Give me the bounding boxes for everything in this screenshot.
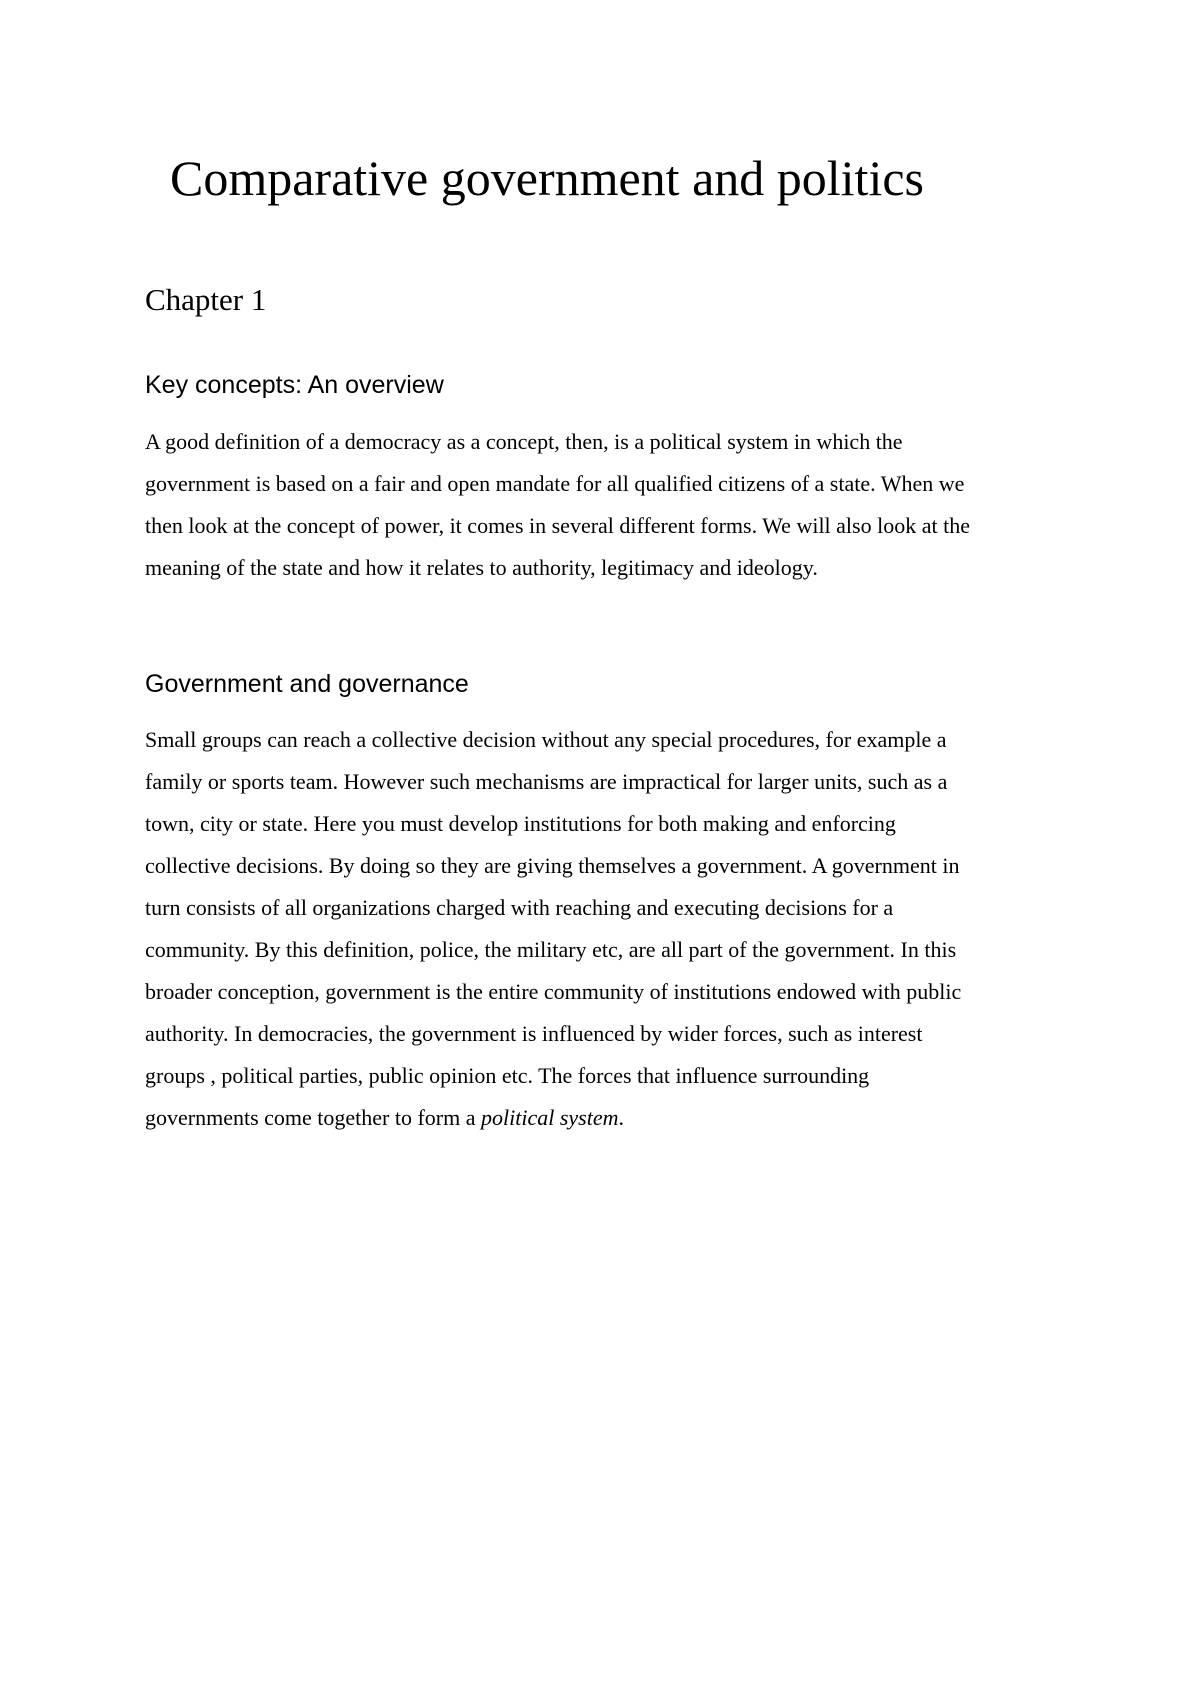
paragraph-line: turn consists of all organizations charged with reaching and executing decisions for a (145, 895, 894, 920)
paragraph-text: . (618, 1105, 624, 1130)
paragraph-line: government is based on a fair and open mandate for all qualified citizens of a state. When we (145, 471, 965, 496)
paragraph-text: governments come together to form a (145, 1105, 482, 1130)
paragraph-line: family or sports team. However such mechanisms are impractical for larger units, such as a (145, 769, 948, 794)
document-title: Comparative government and politics (170, 150, 924, 206)
section-heading-key-concepts: Key concepts: An overview (145, 371, 444, 399)
section-heading-government-governance: Government and governance (145, 670, 469, 698)
paragraph-line-last (145, 1097, 1070, 1139)
chapter-heading: Chapter 1 (145, 282, 267, 317)
paragraph-line: community. By this definition, police, the military etc, are all part of the government. In this (145, 937, 957, 962)
paragraph-line: broader conception, government is the entire community of institutions endowed with public (145, 979, 962, 1004)
paragraph-line: town, city or state. Here you must develop institutions for both making and enforcing (145, 811, 896, 836)
paragraph-line: collective decisions. By doing so they are giving themselves a government. A government in (145, 853, 960, 878)
paragraph-key-concepts (145, 421, 1070, 589)
paragraph-government-governance (145, 719, 1070, 1139)
paragraph-line: authority. In democracies, the government is influenced by wider forces, such as interest (145, 1021, 923, 1046)
emphasized-term: political system (481, 1105, 619, 1130)
paragraph-line: meaning of the state and how it relates to authority, legitimacy and ideology. (145, 555, 818, 580)
paragraph-line: A good definition of a democracy as a concept, then, is a political system in which the (145, 429, 903, 454)
paragraph-line: groups , political parties, public opinion etc. The forces that influence surrounding (145, 1063, 870, 1088)
paragraph-line: then look at the concept of power, it comes in several different forms. We will also look at the (145, 513, 970, 538)
paragraph-line: Small groups can reach a collective decision without any special procedures, for example a (145, 727, 947, 752)
